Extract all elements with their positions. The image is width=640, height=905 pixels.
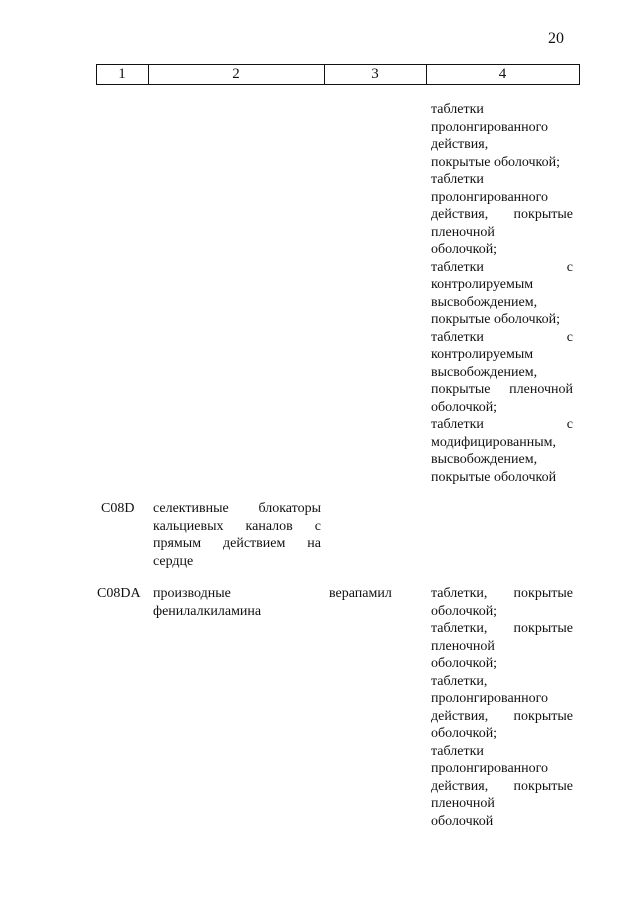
text-line: таблетки, покрытые (431, 621, 573, 636)
text-line: таблетки с (431, 329, 573, 345)
text-line: пролонгированного (431, 691, 549, 706)
header-col-1: 1 (118, 66, 126, 82)
atc-code-c08d: C08D (101, 501, 135, 516)
atc-code-c08da: C08DA (97, 586, 141, 601)
text-line: таблетки, покрытые (431, 586, 573, 601)
text-line: таблетки (431, 102, 484, 117)
text-line: покрытые оболочкой; (431, 154, 561, 170)
header-col-3: 3 (371, 66, 379, 82)
text-line: прямым действием на (153, 536, 321, 551)
text-line: таблетки с (431, 417, 573, 432)
continuation-dosage-forms (431, 101, 573, 486)
text-line: оболочкой; (431, 242, 498, 257)
header-divider (579, 64, 580, 84)
text-line: оболочкой; (431, 726, 498, 741)
text-line: оболочкой; (431, 603, 498, 619)
table-header-bottom-border (96, 84, 580, 85)
text-line: таблетки (431, 743, 484, 759)
header-col-4: 4 (498, 66, 507, 82)
dosage-forms-verapamil (431, 585, 573, 830)
text-line: действия, (431, 137, 489, 152)
text-line: покрытые оболочкой; (431, 312, 561, 327)
text-line: действия, покрытые (431, 207, 573, 222)
text-line: фенилалкиламина (153, 603, 262, 619)
text-line: контролируемым (431, 277, 534, 292)
text-line: покрытые пленочной (431, 382, 573, 397)
text-line: селективные блокаторы (153, 501, 321, 516)
text-line: пролонгированного (431, 761, 549, 776)
text-line: производные (153, 586, 231, 601)
text-line: таблетки (431, 172, 484, 187)
text-line: высвобождением, (431, 294, 538, 310)
text-line: пленочной (431, 796, 495, 811)
page-number: 20 (548, 30, 564, 47)
atc-group-c08da (153, 585, 321, 620)
text-line: таблетки с (431, 259, 573, 275)
text-line: покрытые оболочкой (431, 469, 557, 485)
text-line: пролонгированного (431, 119, 549, 135)
text-line: пленочной (431, 224, 495, 240)
text-line: таблетки, (431, 673, 488, 689)
text-line: действия, покрытые (431, 778, 573, 794)
text-line: пленочной (431, 638, 495, 654)
text-line: высвобождением, (431, 452, 538, 467)
text-line: кальциевых каналов с (153, 518, 321, 534)
text-line: оболочкой (431, 813, 494, 829)
text-line: действия, покрытые (431, 708, 573, 724)
text-line: оболочкой; (431, 399, 498, 415)
header-col-2: 2 (232, 66, 240, 82)
text-line: высвобождением, (431, 364, 538, 380)
drug-name-verapamil: верапамил (329, 586, 392, 601)
text-line: пролонгированного (431, 189, 549, 205)
text-line: оболочкой; (431, 656, 498, 671)
text-line: модифицированным, (431, 434, 557, 450)
text-line: контролируемым (431, 347, 534, 362)
atc-group-c08d (153, 500, 321, 570)
text-line: сердце (153, 553, 194, 569)
